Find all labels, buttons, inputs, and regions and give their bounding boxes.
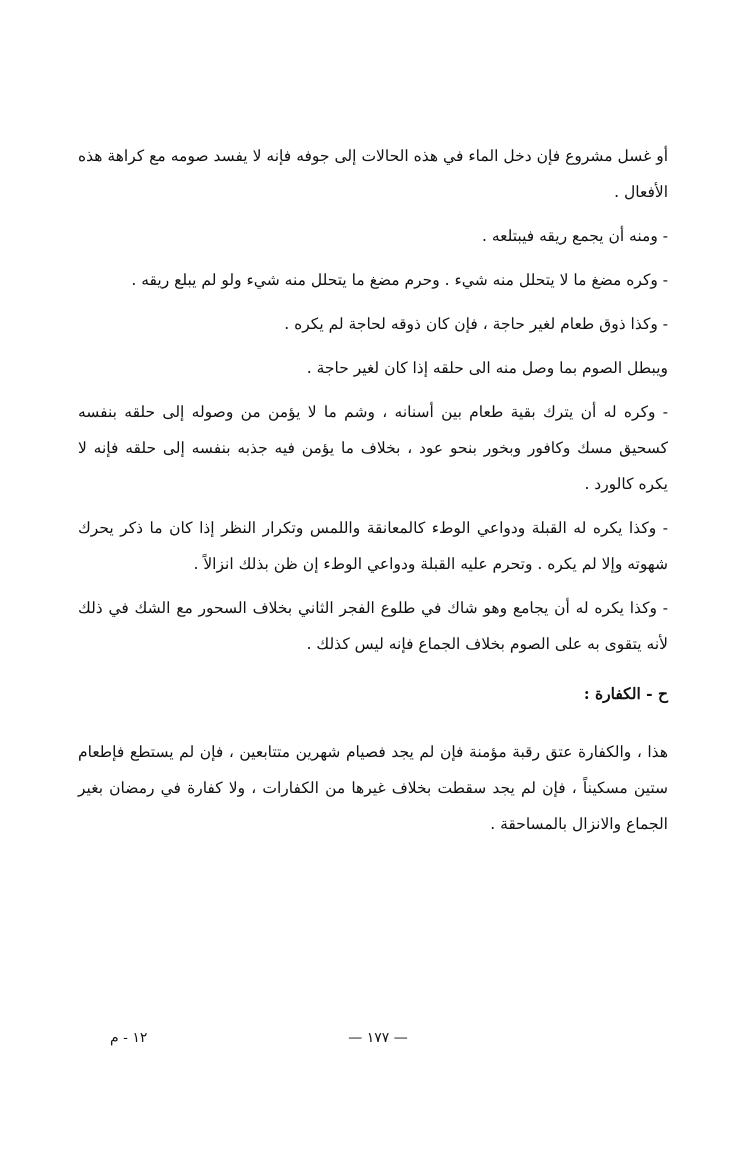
paragraph-8: - وكذا يكره له أن يجامع وهو شاك في طلوع الفجر الثاني بخلاف السحور مع الشك في ذلك لأنه يتقوى به على الصوم بخلاف الجماع فإنه ليس كذلك . (78, 599, 668, 653)
paragraph-4: - وكذا ذوق طعام لغير حاجة ، فإن كان ذوقه لحاجة لم يكره . (284, 315, 668, 333)
paragraph-3: - وكره مضغ ما لا يتحلل منه شيء . وحرم مضغ ما يتحلل منه شيء ولو لم يبلع ريقه . (131, 271, 668, 289)
page-number: — ١٧٧ — (348, 1030, 408, 1046)
section-heading: ح - الكفارة : (583, 684, 668, 703)
paragraph-6: - وكره له أن يترك بقية طعام بين أسنانه ، وشم ما لا يؤمن من وصوله إلى حلقه بنفسه كسحيق مسك وكافور وبخور بنحو عود ، بخلاف ما يؤمن فيه جذبه بنفسه إلى حلقه فإنه لا يكره كالورد . (78, 403, 668, 493)
paragraph-1: أو غسل مشروع فإن دخل الماء في هذه الحالات إلى جوفه فإنه لا يفسد صومه مع كراهة هذه الأفعال . (78, 147, 668, 201)
paragraph-7: - وكذا يكره له القبلة ودواعي الوطء كالمعانقة واللمس وتكرار النظر إذا كان ما ذكر يحرك شهوته وإلا لم يكره . وتحرم عليه القبلة ودواعي الوطء إن ظن بذلك انزالاً . (78, 519, 668, 573)
body-text (78, 138, 668, 850)
paragraph-5: ويبطل الصوم بما وصل منه الى حلقه إذا كان لغير حاجة . (306, 359, 668, 377)
signature-mark: ١٢ - م (110, 1030, 148, 1046)
paragraph-2: - ومنه أن يجمع ريقه فيبتلعه . (481, 227, 668, 245)
paragraph-9: هذا ، والكفارة عتق رقبة مؤمنة فإن لم يجد فصيام شهرين متتابعين ، فإن لم يستطع فإطعام ستين مسكيناً ، فإن لم يجد سقطت بخلاف غيرها من الكفارات ، ولا كفارة في رمضان بغير الجماع والانزال بالمساحقة . (78, 743, 668, 833)
